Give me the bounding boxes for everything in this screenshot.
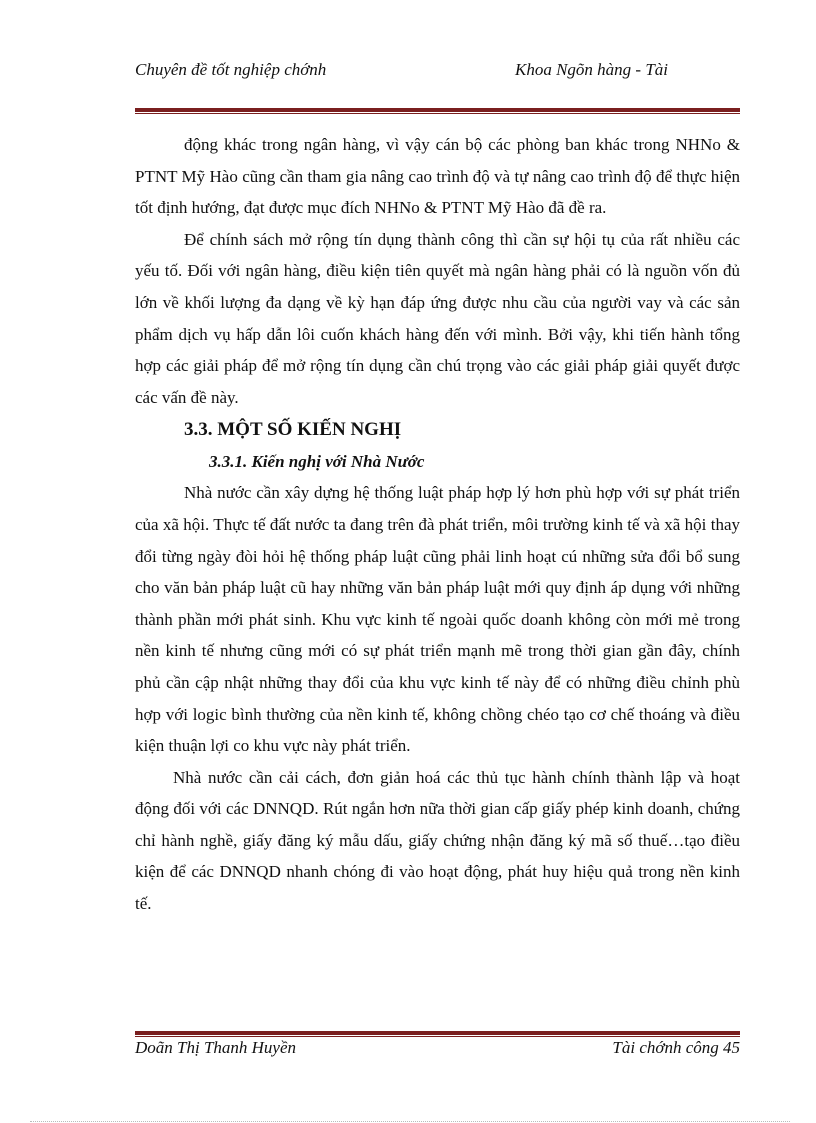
paragraph-4: Nhà nước cần cải cách, đơn giản hoá các thủ tục hành chính thành lập và hoạt động đối với các DNNQD. Rút ngắn hơn nữa thời gian cấp giấy phép kinh doanh, chứng chỉ hành nghề, giấy đăng ký mẫu dấu, giấy chứng nhận đăng ký mã số thuế…tạo điều kiện để các DNNQD nhanh chóng đi vào hoạt động, phát huy hiệu quả trong nền kinh tế. — [135, 767, 740, 914]
paragraph-1: động khác trong ngân hàng, vì vậy cán bộ các phòng ban khác trong NHNo & PTNT Mỹ Hào cũng cần tham gia nâng cao trình độ và tự nâng cao trình độ để thực hiện tốt định hướng, đạt được mục đích NHNo & PTNT Mỹ Hào đã đề ra. — [135, 135, 740, 218]
paragraph-3: Nhà nước cần xây dựng hệ thống luật pháp hợp lý hơn phù hợp với sự phát triển của xã hội. Thực tế đất nước ta đang trên đà phát triển, môi trường kinh tế và xã hội thay đổi từng ngày đòi hỏi hệ thống pháp luật cũng phải linh hoạt cú những sửa đổi bổ sung cho văn bản pháp luật cũ hay những văn bản pháp luật mới quy định áp dụng với những thành phần mới phát sinh. Khu vực kinh tế ngoài quốc doanh không còn mới mẻ trong nền kinh tế nhưng cũng mới có sự phát triển mạnh mẽ trong thời gian gần đây, chính phủ cần cập nhật những thay đổi của khu vực kinh tế này để có những điều chỉnh phù hợp với logic bình thường của nền kinh tế, không chồng chéo tạo cơ chế thoáng và điều kiện thuận lợi co khu vực này phát triển. — [135, 483, 740, 756]
footer-class-page: Tài chớnh công 45 — [612, 1038, 740, 1057]
subsection-heading: 3.3.1. Kiến nghị với Nhà Nước — [209, 452, 425, 472]
header-left: Chuyên đề tốt nghiệp chớnh — [135, 60, 327, 79]
footer-author: Doãn Thị Thanh Huyền — [135, 1038, 297, 1057]
page-content — [135, 129, 740, 920]
section-heading: 3.3. MỘT SỐ KIẾN NGHỊ — [184, 419, 402, 441]
page-edge-divider — [30, 1121, 790, 1122]
header-rule — [135, 108, 740, 115]
header-right: Khoa Ngõn hàng - Tài — [515, 60, 669, 79]
footer-rule — [135, 1031, 740, 1038]
paragraph-2: Để chính sách mở rộng tín dụng thành công thì cần sự hội tụ của rất nhiều các yếu tố. Đối với ngân hàng, điều kiện tiên quyết mà ngân hàng phải có là nguồn vốn đủ lớn về khối lượng đa dạng về kỳ hạn đáp ứng được nhu cầu của người vay và các sản phẩm dịch vụ hấp dẫn lôi cuốn khách hàng đến với mình. Bởi vậy, khi tiến hành tổng hợp các giải pháp để mở rộng tín dụng cần chú trọng vào các giải pháp giải quyết được các vấn đề này. — [135, 229, 740, 407]
page-header — [135, 58, 740, 108]
